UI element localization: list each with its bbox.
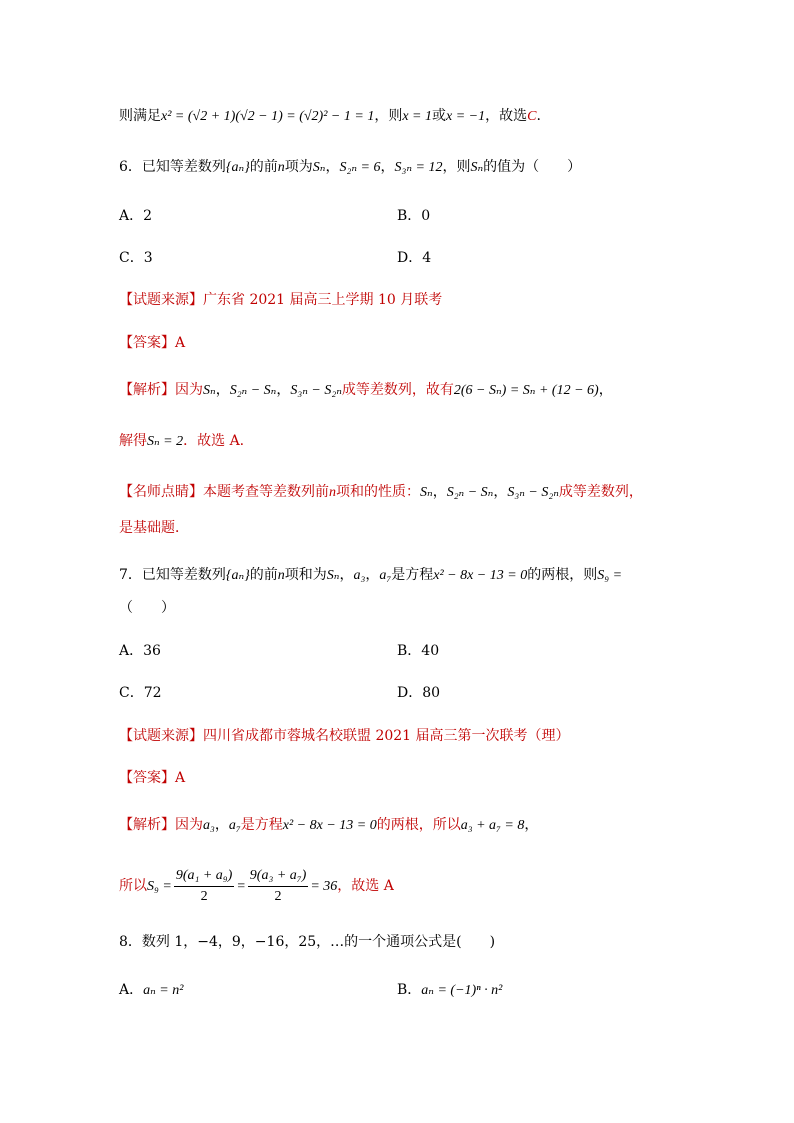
math-expression: x = −1: [446, 109, 486, 124]
math-expression: n: [329, 485, 336, 500]
text: 解得: [119, 433, 147, 449]
teacher-tip-line-1: [119, 482, 643, 503]
math-expression: Sₙ: [312, 160, 326, 175]
question-8: 8．数列 1，−4，9，−16，25，…的一个通项公式是( ): [119, 934, 496, 950]
math-expression: Sₙ: [203, 383, 216, 398]
teacher-tip-line-2: 是基础题．: [119, 520, 189, 536]
math-expression: Sₙ = 2: [147, 434, 184, 449]
text: 则满足: [119, 108, 161, 124]
math-expression: = 36: [310, 879, 338, 894]
analysis-label: 【解析】因为: [119, 817, 203, 833]
text: 6．已知等差数列: [119, 159, 226, 175]
math-expression: aₙ = (−1)ⁿ · n²: [421, 983, 503, 998]
math-expression: a₇: [379, 568, 392, 583]
text: ，故选: [485, 108, 528, 124]
math-expression: S₃ₙ − S₂ₙ: [290, 383, 342, 398]
text: ，: [325, 159, 340, 175]
option-label: A．: [119, 982, 144, 998]
text: 的前: [249, 567, 278, 583]
option-b: B．40: [397, 643, 440, 659]
math-expression: S₂ₙ = 6: [339, 160, 381, 175]
math-expression: x² − 8x − 13 = 0: [433, 568, 528, 583]
text: ，: [432, 484, 447, 500]
fraction-denominator: 2: [200, 888, 208, 904]
math-expression: S₂ₙ − Sₙ: [446, 485, 494, 500]
text: ，: [214, 817, 229, 833]
math-expression: a₃: [203, 818, 215, 833]
question-6: [119, 157, 581, 178]
math-expression: a₃ + a₇ = 8: [460, 818, 525, 833]
question-source: 【试题来源】四川省成都市蓉城名校联盟 2021 届高三第一次联考（理）: [119, 728, 570, 744]
text: 的前: [249, 159, 278, 175]
answer-blank: （ ）: [119, 600, 175, 616]
answer-label: 【答案】A: [119, 335, 186, 351]
math-expression: Sₙ: [420, 485, 433, 500]
fraction-numerator: 9(a₁ + a₉): [174, 867, 235, 887]
math-expression: x² − 8x − 13 = 0: [282, 818, 377, 833]
text: ．故选 A.: [183, 433, 245, 449]
math-expression: Sₙ: [326, 568, 340, 583]
text: ，: [524, 817, 539, 833]
text: 成等差数列，: [558, 484, 643, 500]
text: 项和为: [284, 567, 327, 583]
text: ，: [380, 159, 395, 175]
option-label: B．: [397, 982, 422, 998]
text: 是方程: [391, 567, 434, 583]
analysis-line-1: [119, 380, 613, 401]
text: 成等差数列，故有: [341, 382, 454, 398]
math-expression: x = 1: [402, 109, 432, 124]
text: 项和的性质：: [336, 484, 420, 500]
text: ，: [276, 382, 291, 398]
math-expression: S₉ =: [147, 879, 172, 894]
option-c: C．3: [119, 250, 153, 266]
math-expression: S₃ₙ = 12: [394, 160, 443, 175]
text: 是方程: [240, 817, 283, 833]
analysis-line-1: [119, 815, 538, 836]
text: ，: [339, 567, 354, 583]
option-b: B．0: [397, 208, 431, 224]
text: .: [536, 108, 541, 124]
analysis-line-2: [119, 866, 394, 907]
math-expression: Sₙ: [470, 160, 484, 175]
tip-label: 【名师点睛】本题考查等差数列前: [119, 484, 329, 500]
text: 项为: [284, 159, 313, 175]
text: ，: [365, 567, 380, 583]
text: 7．已知等差数列: [119, 567, 226, 583]
option-b: [397, 980, 502, 1001]
math-expression: x² = (√2 + 1)(√2 − 1) = (√2)² − 1 = 1: [161, 109, 375, 124]
text: 的值为（ ）: [483, 159, 582, 175]
text: 的两根，所以: [376, 817, 461, 833]
text: 的两根，则: [527, 567, 598, 583]
option-a: A．2: [119, 208, 153, 224]
text: 所以: [119, 878, 147, 894]
math-expression: n: [277, 160, 285, 175]
option-a: [119, 980, 183, 1001]
math-expression: =: [236, 879, 246, 894]
text: ，则: [374, 108, 403, 124]
fraction-numerator: 9(a₃ + a₇): [248, 867, 309, 887]
math-expression: S₉ =: [597, 568, 623, 583]
text: 或: [432, 108, 446, 124]
math-expression: a₇: [228, 818, 241, 833]
solution-line-q5: [119, 106, 541, 127]
option-a: A．36: [119, 643, 161, 659]
text: ，故选 A: [337, 878, 394, 894]
analysis-label: 【解析】因为: [119, 382, 203, 398]
text: ，: [215, 382, 230, 398]
answer-label: 【答案】A: [119, 770, 186, 786]
text: ，: [493, 484, 508, 500]
option-d: D．4: [397, 250, 432, 266]
math-expression: aₙ = n²: [143, 983, 184, 998]
fraction: [174, 867, 235, 906]
math-expression: {aₙ}: [225, 568, 250, 583]
answer-letter: C: [527, 109, 537, 124]
text: ，则: [442, 159, 471, 175]
math-expression: {aₙ}: [225, 160, 250, 175]
fraction: [248, 867, 309, 906]
math-expression: n: [277, 568, 285, 583]
fraction-denominator: 2: [274, 888, 282, 904]
option-c: C．72: [119, 685, 162, 701]
math-expression: a₃: [353, 568, 366, 583]
question-7: [119, 565, 622, 586]
analysis-line-2: [119, 431, 244, 452]
math-expression: S₃ₙ − S₂ₙ: [507, 485, 559, 500]
text: ，: [598, 382, 613, 398]
question-source: 【试题来源】广东省 2021 届高三上学期 10 月联考: [119, 292, 443, 308]
option-d: D．80: [397, 685, 441, 701]
math-expression: 2(6 − Sₙ) = Sₙ + (12 − 6): [453, 383, 599, 398]
math-expression: S₂ₙ − Sₙ: [229, 383, 277, 398]
